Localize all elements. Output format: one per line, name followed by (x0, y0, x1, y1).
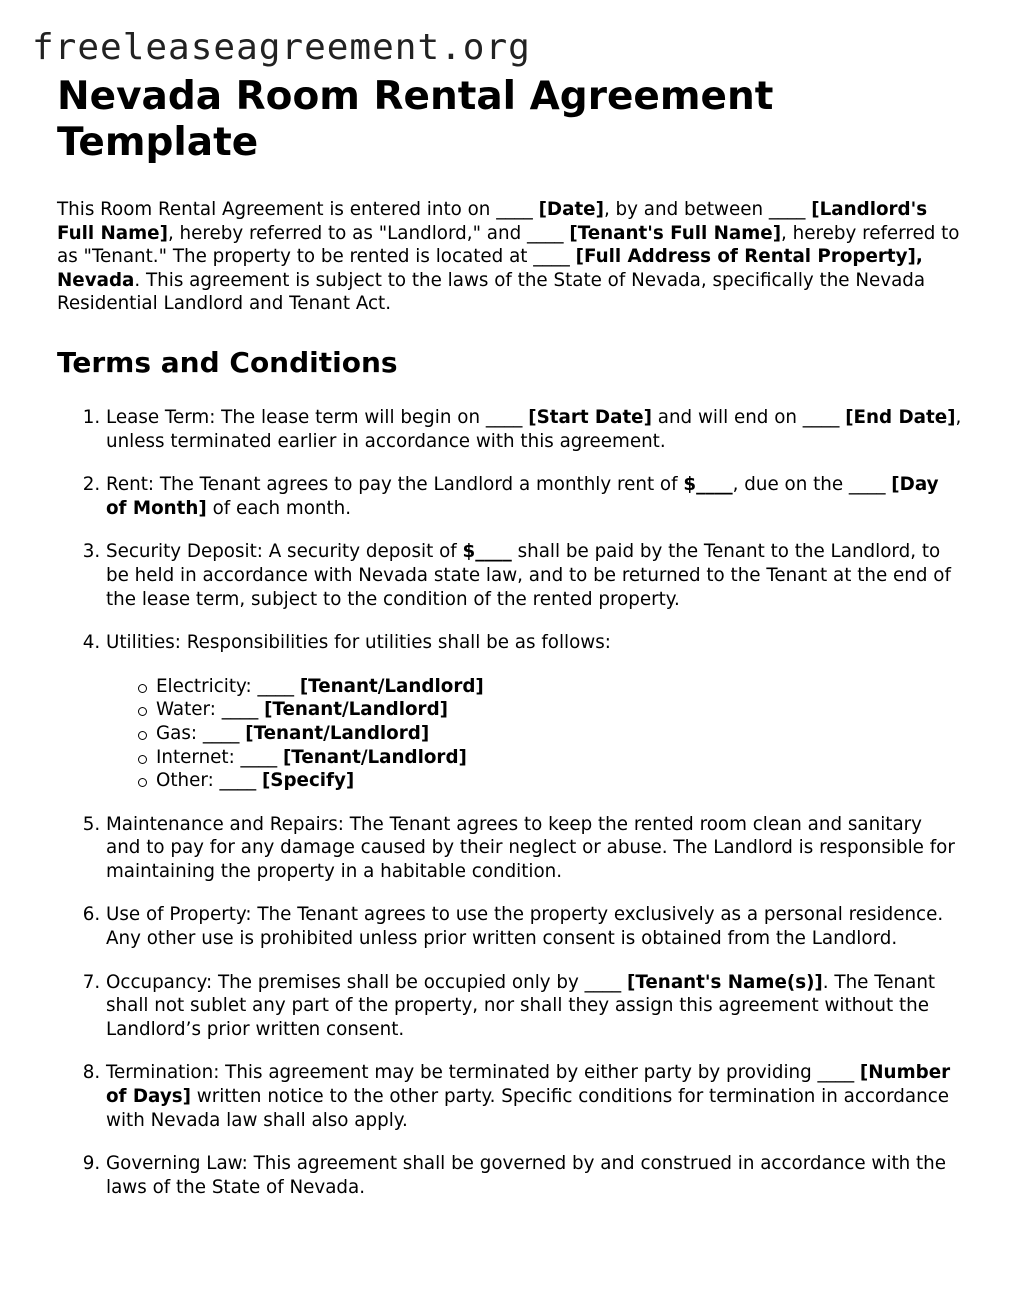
term-maintenance (106, 813, 962, 884)
termination-text-2: written notice to the other party. Specific conditions for termination in accordance with Nevada law shall also apply. (106, 1086, 950, 1131)
rent-text-2: , due on the ____ (732, 474, 892, 496)
utility-internet (156, 746, 962, 770)
utility-water (156, 698, 962, 722)
rent-amount-placeholder: $____ (683, 474, 733, 496)
lease-text-2: and will end on ____ (651, 406, 846, 428)
utility-label: Water: ____ (156, 699, 265, 721)
intro-text-2: , by and between ____ (603, 199, 812, 220)
utility-electricity (156, 675, 962, 699)
document-page (57, 74, 962, 1219)
utility-label: Internet: ____ (156, 746, 283, 768)
utility-value: [Tenant/Landlord] (282, 746, 467, 768)
end-date-placeholder: [End Date] (845, 406, 956, 428)
utilities-text: Utilities: Responsibilities for utilities shall be as follows: (106, 632, 611, 654)
utility-value: [Tenant/Landlord] (245, 722, 430, 744)
intro-text-5: . This agreement is subject to the laws of the State of Nevada, specifically the Nevada Residential Landlord and Tenant Act. (57, 269, 926, 315)
governing-text: Governing Law: This agreement shall be governed by and construed in accordance with the laws of the State of Nevada. (106, 1153, 947, 1198)
utility-gas (156, 722, 962, 746)
term-rent (106, 473, 962, 520)
intro-text-1: This Room Rental Agreement is entered into on ____ (57, 199, 539, 220)
lease-text-1: Lease Term: The lease term will begin on ____ (106, 406, 529, 428)
deposit-amount-placeholder: $____ (462, 541, 512, 563)
utility-value: [Tenant/Landlord] (299, 675, 484, 697)
occupancy-text-2: . The Tenant shall not sublet any part of the property, nor shall they assign this agreement without the Landlord’s prior written consent. (106, 971, 936, 1040)
utilities-list (106, 675, 962, 793)
deposit-text-2: shall be paid by the Tenant to the Landlord, to be held in accordance with Nevada state law, and to be returned to the Tenant at the end of the lease term, subject to the condition of the rented property. (106, 541, 951, 610)
start-date-placeholder: [Start Date] (528, 406, 652, 428)
deposit-text-1: Security Deposit: A security deposit of (106, 541, 463, 563)
address-placeholder: [Full Address of Rental Property], Nevada (57, 246, 923, 291)
term-lease (106, 406, 962, 453)
intro-paragraph (57, 198, 962, 316)
watermark: freeleaseagreement.org (32, 27, 531, 68)
tenant-names-placeholder: [Tenant's Name(s)] (627, 971, 823, 993)
number-of-days-placeholder: [Number of Days] (106, 1062, 951, 1108)
terms-list (57, 406, 962, 1199)
term-occupancy (106, 971, 962, 1042)
term-termination (106, 1061, 962, 1132)
day-of-month-placeholder: [Day of Month] (106, 474, 939, 519)
utility-label: Gas: ____ (156, 722, 246, 744)
term-security-deposit (106, 540, 962, 611)
intro-text-3: , hereby referred to as "Landlord," and ____ (167, 222, 570, 244)
term-governing-law (106, 1152, 962, 1199)
utility-label: Other: ____ (156, 770, 262, 792)
landlord-name-placeholder: [Landlord's Full Name] (57, 199, 928, 244)
utility-value: [Specify] (261, 770, 355, 792)
document-title: Nevada Room Rental Agreement Template (57, 74, 774, 165)
intro-text-4: , hereby referred to as "Tenant." The property to be rented is located at ____ (57, 222, 960, 268)
termination-text-1: Termination: This agreement may be terminated by either party by providing ____ (106, 1062, 860, 1084)
rent-text-3: of each month. (206, 497, 352, 519)
term-use-of-property (106, 903, 962, 950)
use-text: Use of Property: The Tenant agrees to use the property exclusively as a personal residence. Any other use is prohibited unless prior written consent is obtained from the Landlord. (106, 904, 944, 950)
occupancy-text-1: Occupancy: The premises shall be occupied only by ____ (106, 971, 628, 993)
date-placeholder: [Date] (538, 199, 604, 220)
tenant-name-placeholder: [Tenant's Full Name] (569, 222, 782, 244)
rent-text-1: Rent: The Tenant agrees to pay the Landlord a monthly rent of (106, 474, 684, 496)
utility-label: Electricity: ____ (156, 675, 300, 697)
lease-text-3: , unless terminated earlier in accordance with this agreement. (106, 406, 962, 452)
term-utilities (106, 631, 962, 793)
utility-other (156, 769, 962, 793)
terms-heading: Terms and Conditions (57, 345, 398, 379)
maintenance-text: Maintenance and Repairs: The Tenant agrees to keep the rented room clean and sanitary and to pay for any damage caused by their neglect or abuse. The Landlord is responsible for maintaining the property in a habitable condition. (106, 813, 955, 882)
utility-value: [Tenant/Landlord] (264, 699, 449, 721)
